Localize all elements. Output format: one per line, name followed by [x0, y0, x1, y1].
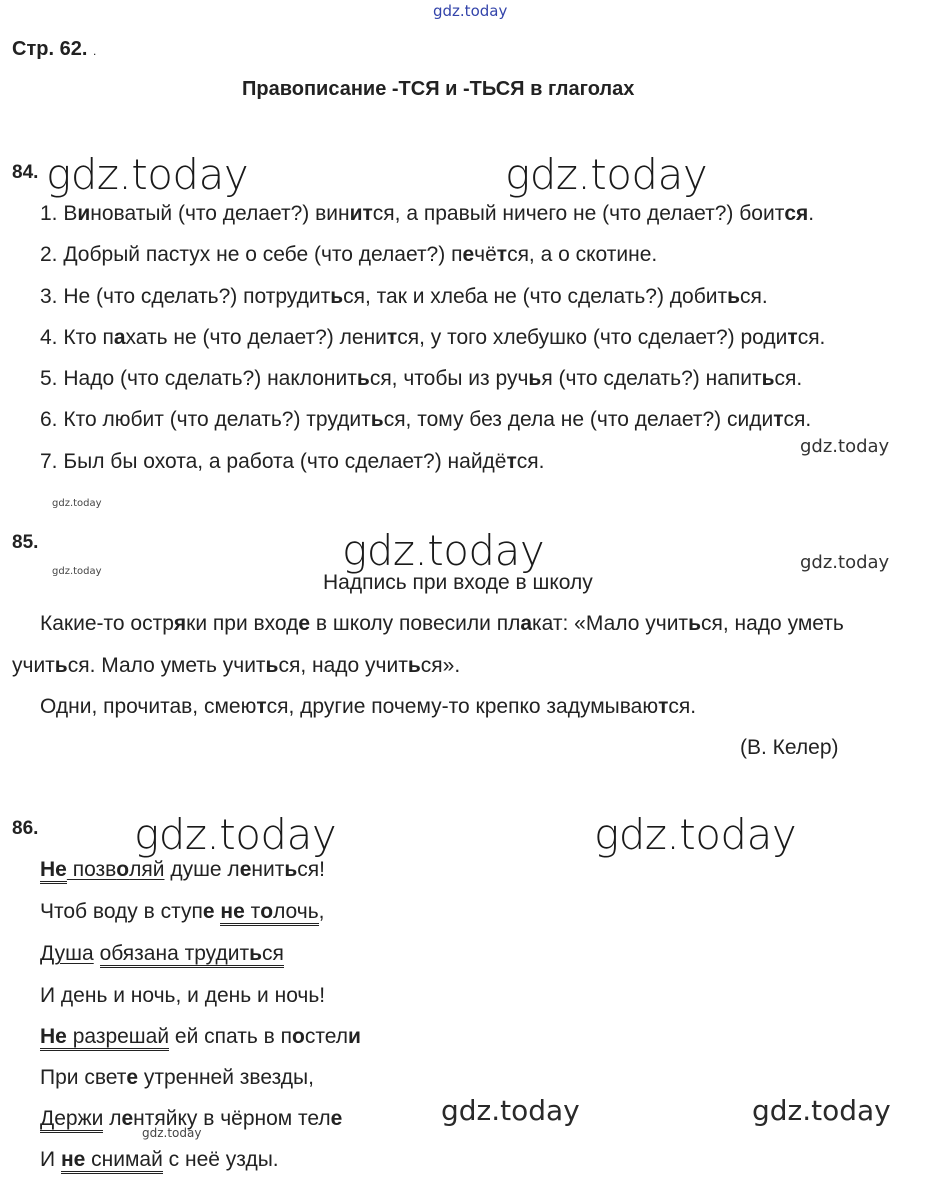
- exercise-85-subtitle: Надпись при входе в школу: [323, 571, 593, 594]
- page-label-mark: .: [92, 44, 97, 58]
- poem-line-8: И не снимай с неё узды.: [40, 1148, 279, 1172]
- poem-line-3: Душа обязана трудиться: [40, 942, 284, 966]
- exercise-84-line-7: 7. Был бы охота, а работа (что сделает?) найдётся.: [40, 450, 545, 473]
- exercise-84-line-5: 5. Надо (что сделать?) наклониться, чтобы из ручья (что сделать?) напиться.: [40, 367, 803, 390]
- watermark: gdz.today: [134, 810, 337, 859]
- watermark: gdz.today: [52, 498, 102, 509]
- watermark: gdz.today: [505, 150, 708, 199]
- poem-line-5: Не разрешай ей спать в постели: [40, 1025, 361, 1049]
- exercise-85-author: (В. Келер): [740, 736, 839, 759]
- poem-line-1: Не позволяй душе лениться!: [40, 858, 325, 882]
- watermark-top: gdz.today: [433, 2, 508, 20]
- watermark: gdz.today: [52, 566, 102, 577]
- exercise-85-number: 85.: [12, 532, 39, 553]
- poem-line-2: Чтоб воду в ступе не толочь,: [40, 900, 325, 924]
- exercise-84-line-1: 1. Виноватый (что делает?) винится, а правый ничего не (что делает?) боится.: [40, 202, 815, 225]
- watermark: gdz.today: [142, 1126, 202, 1140]
- exercise-85-line-3: Одни, прочитав, смеются, другие почему-то крепко задумываются.: [40, 695, 697, 718]
- exercise-84-line-3: 3. Не (что сделать?) потрудиться, так и хлеба не (что сделать?) добиться.: [40, 285, 768, 308]
- exercise-85-line-1: Какие-то остряки при входе в школу повесили плакат: «Мало учиться, надо уметь: [40, 612, 844, 635]
- exercise-84-line-4: 4. Кто пахать не (что делает?) ленится, у того хлебушко (что сделает?) родится.: [40, 326, 826, 349]
- watermark: gdz.today: [594, 810, 797, 859]
- page-title: Правописание -ТСЯ и -ТЬСЯ в глаголах: [242, 78, 635, 100]
- watermark: gdz.today: [752, 1094, 891, 1127]
- watermark: gdz.today: [342, 526, 545, 575]
- watermark: gdz.today: [441, 1094, 580, 1127]
- watermark: gdz.today: [800, 552, 890, 573]
- page-label-text: Стр. 62.: [12, 38, 88, 60]
- page-label: [12, 38, 96, 61]
- exercise-84-number: 84.: [12, 162, 39, 183]
- exercise-84-line-2: 2. Добрый пастух не о себе (что делает?) печётся, а о скотине.: [40, 243, 658, 266]
- poem-line-4: И день и ночь, и день и ночь!: [40, 984, 326, 1007]
- exercise-85-line-2: учиться. Мало уметь учиться, надо учиться».: [12, 654, 461, 677]
- poem-line-6: При свете утренней звезды,: [40, 1066, 314, 1089]
- exercise-84-line-6: 6. Кто любит (что делать?) трудиться, тому без дела не (что делает?) сидится.: [40, 408, 812, 431]
- exercise-86-number: 86.: [12, 818, 39, 839]
- poem-line-7: Держи лентяйку в чёрном теле: [40, 1107, 342, 1131]
- watermark: gdz.today: [46, 150, 249, 199]
- watermark: gdz.today: [800, 436, 890, 457]
